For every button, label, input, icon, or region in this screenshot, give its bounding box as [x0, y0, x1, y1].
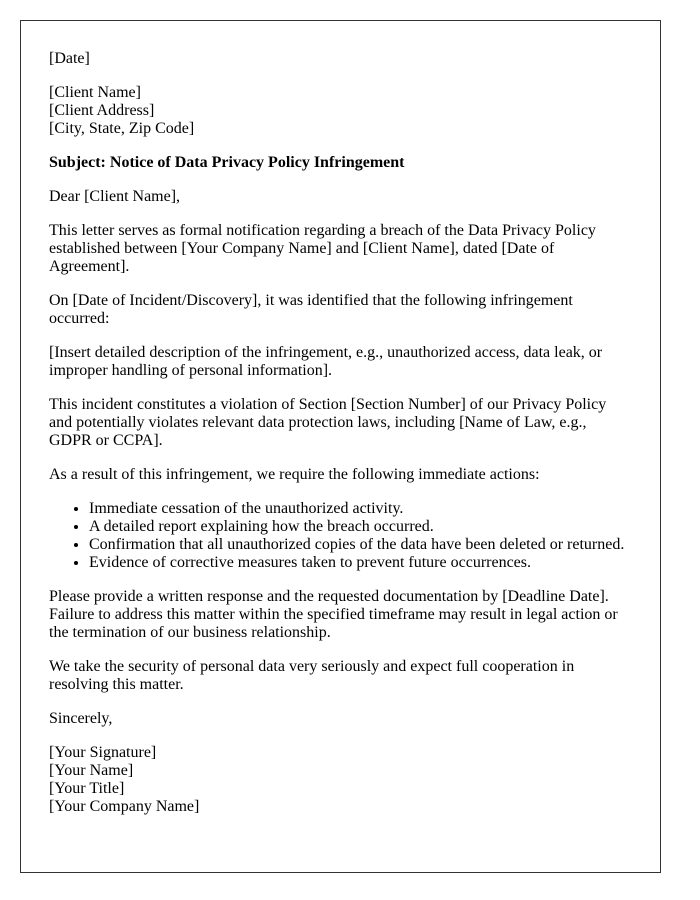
list-item: • Immediate cessation of the unauthorized activity.: [89, 500, 632, 518]
list-item: • Evidence of corrective measures taken to prevent future occurrences.: [89, 554, 632, 572]
recipient-city-state-zip: [City, State, Zip Code]: [49, 120, 195, 137]
signature: [Your Signature]: [49, 744, 157, 761]
letter-date: [Date]: [49, 50, 90, 67]
signature-block: [49, 744, 632, 816]
closing: Sincerely,: [49, 710, 113, 727]
sender-company: [Your Company Name]: [49, 798, 200, 815]
letter-document: [20, 20, 661, 873]
intro-paragraph: This letter serves as formal notification regarding a breach of the Data Privacy Policy established between [Your Company Name] and [Client Name], dated [Date of Agreement].: [49, 222, 596, 275]
recipient-block: [49, 84, 632, 138]
list-item: • A detailed report explaining how the breach occurred.: [89, 518, 632, 536]
discovery-paragraph: On [Date of Incident/Discovery], it was identified that the following infringement occurred:: [49, 292, 573, 327]
closing-statement-paragraph: We take the security of personal data very seriously and expect full cooperation in resolving this matter.: [49, 658, 575, 693]
recipient-address: [Client Address]: [49, 102, 155, 119]
recipient-name: [Client Name]: [49, 84, 141, 101]
actions-intro-paragraph: As a result of this infringement, we require the following immediate actions:: [49, 466, 540, 483]
required-actions-list: [49, 500, 632, 572]
sender-title: [Your Title]: [49, 780, 125, 797]
deadline-paragraph: Please provide a written response and the requested documentation by [Deadline Date]. Failure to address this matter within the specified timeframe may result in legal action or the termination of our business relationship.: [49, 588, 618, 641]
letter-subject: Subject: Notice of Data Privacy Policy Infringement: [49, 154, 405, 171]
list-item: • Confirmation that all unauthorized copies of the data have been deleted or returned.: [89, 536, 632, 554]
sender-name: [Your Name]: [49, 762, 134, 779]
violation-paragraph: This incident constitutes a violation of Section [Section Number] of our Privacy Policy and potentially violates relevant data protection laws, including [Name of Law, e.g., GDPR or CCPA].: [49, 396, 607, 449]
description-paragraph: [Insert detailed description of the infringement, e.g., unauthorized access, data leak, or improper handling of personal information].: [49, 344, 603, 379]
salutation: Dear [Client Name],: [49, 188, 181, 205]
